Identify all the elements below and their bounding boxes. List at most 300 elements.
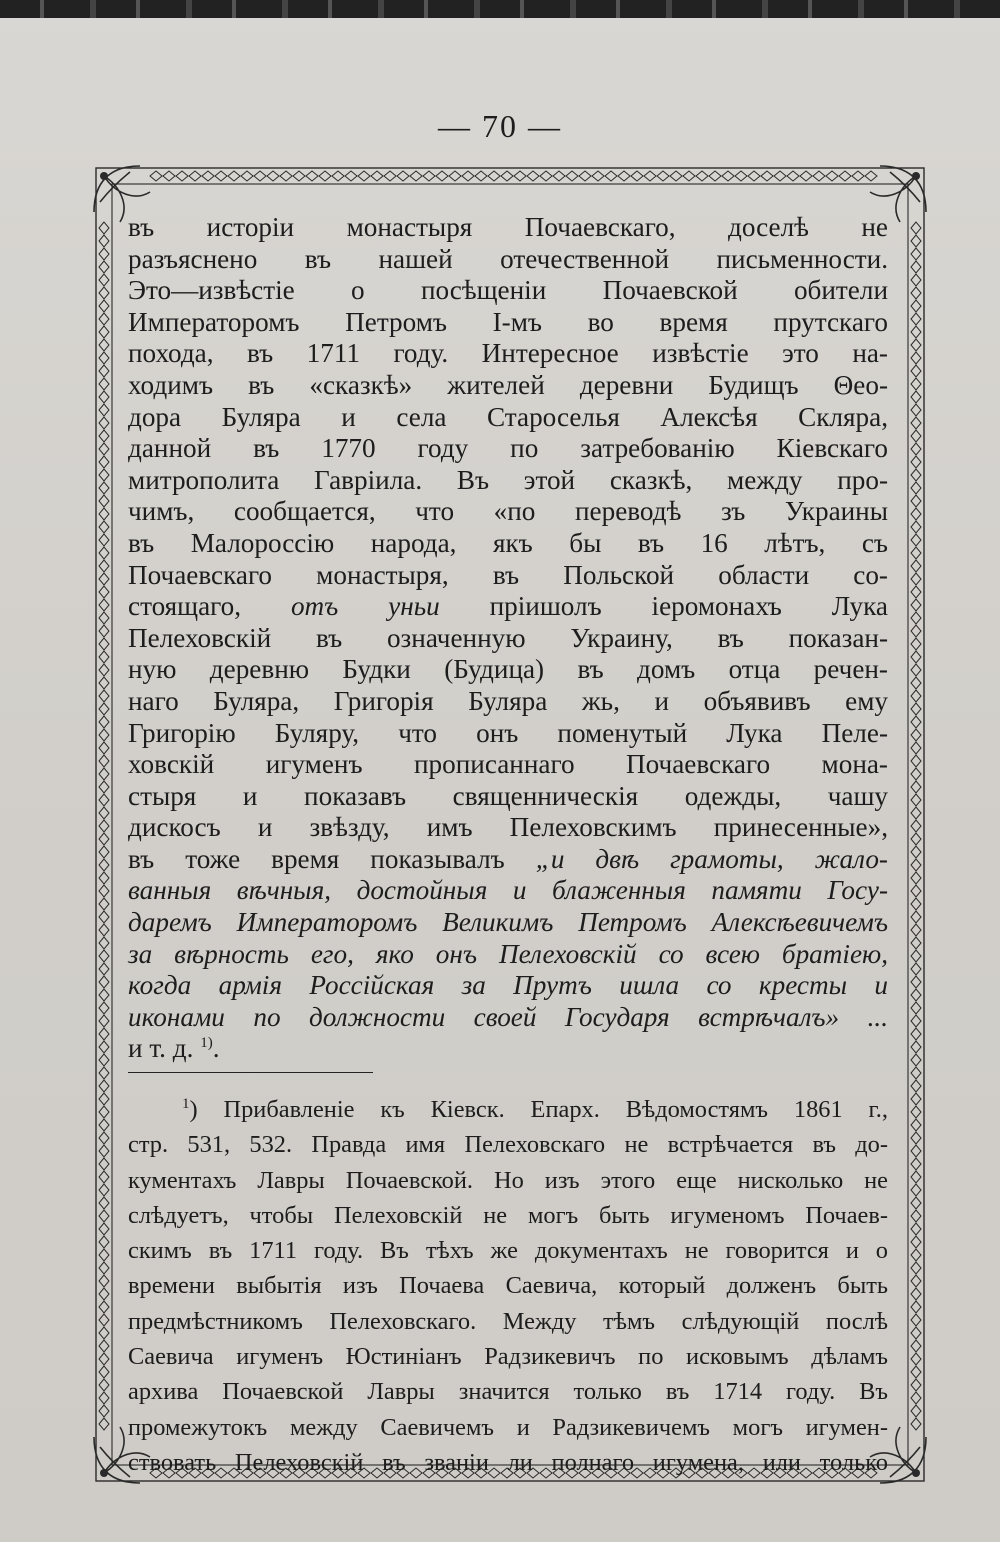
frame-chain-link xyxy=(99,638,109,650)
frame-chain-link xyxy=(911,313,921,325)
frame-chain-link xyxy=(911,1106,921,1118)
frame-chain-link xyxy=(99,534,109,546)
text-line xyxy=(128,907,888,939)
frame-chain-link xyxy=(911,872,921,884)
frame-chain-link xyxy=(99,482,109,494)
frame-chain-link xyxy=(99,1184,109,1196)
frame-chain-link xyxy=(911,1197,921,1209)
frame-chain-link xyxy=(911,729,921,741)
frame-chain-link xyxy=(99,326,109,338)
frame-chain-link xyxy=(911,495,921,507)
frame-chain-link xyxy=(99,794,109,806)
text-line xyxy=(128,465,888,497)
frame-chain-link xyxy=(911,755,921,767)
text-line xyxy=(128,812,888,844)
frame-chain-link xyxy=(99,859,109,871)
frame-chain-link xyxy=(911,534,921,546)
frame-chain-link xyxy=(911,560,921,572)
frame-chain-link xyxy=(911,924,921,936)
frame-chain-link xyxy=(99,1158,109,1170)
frame-chain-link xyxy=(911,690,921,702)
frame-chain-link xyxy=(911,742,921,754)
frame-chain-link xyxy=(911,456,921,468)
frame-chain-link xyxy=(911,1002,921,1014)
text-line xyxy=(128,844,888,876)
main-text xyxy=(128,212,888,1065)
frame-corner-dot xyxy=(100,172,108,180)
frame-chain-link xyxy=(99,521,109,533)
frame-chain-link xyxy=(384,171,396,181)
text-segment: и т. д. xyxy=(128,1033,201,1064)
text-segment: въ тоже время показывалъ xyxy=(128,843,536,874)
frame-chain-link xyxy=(99,547,109,559)
frame-chain-link xyxy=(99,755,109,767)
frame-chain-link xyxy=(911,1080,921,1092)
frame-chain-link xyxy=(911,1145,921,1157)
footnote-mark: 1 xyxy=(182,1095,190,1112)
frame-chain-link xyxy=(911,1340,921,1352)
frame-chain-link xyxy=(99,833,109,845)
text-segment: . xyxy=(212,1033,220,1064)
frame-chain-link xyxy=(99,313,109,325)
frame-chain-link xyxy=(99,1340,109,1352)
frame-chain-link xyxy=(911,352,921,364)
text-line xyxy=(128,528,888,560)
frame-chain-link xyxy=(787,171,799,181)
frame-chain-link xyxy=(99,1353,109,1365)
footnote-text: скимъ въ 1711 году. Въ тѣхъ же документахъ не говорится и о xyxy=(128,1237,888,1265)
footnote-line xyxy=(128,1233,888,1268)
frame-chain-link xyxy=(99,677,109,689)
frame-chain-link xyxy=(397,171,409,181)
frame-chain-link xyxy=(99,911,109,923)
text-segment: ховскій игуменъ прописаннаго Почаевскаго мона- xyxy=(128,749,888,780)
text-segment: разъяснено въ нашей отечественной письменности. xyxy=(128,243,888,274)
frame-chain-link xyxy=(911,1418,921,1430)
frame-corner-dot xyxy=(912,172,920,180)
frame-chain-link xyxy=(911,664,921,676)
frame-chain-link xyxy=(99,1002,109,1014)
frame-chain-link xyxy=(911,794,921,806)
frame-chain-link xyxy=(911,404,921,416)
frame-chain-link xyxy=(911,1132,921,1144)
text-segment: чимъ, сообщается, что «по переводѣ зъ Украины xyxy=(128,496,888,527)
footnote-text: кументахъ Лавры Почаевской. Но изъ этого еще нисколько не xyxy=(128,1166,888,1194)
frame-chain-link xyxy=(99,391,109,403)
text-segment: данной въ 1770 году по затребованію Кіевскаго xyxy=(128,433,888,464)
frame-chain-link xyxy=(189,171,201,181)
frame-chain-link xyxy=(911,261,921,273)
frame-chain-link xyxy=(99,339,109,351)
frame-chain-link xyxy=(774,171,786,181)
text-line xyxy=(128,1002,888,1034)
frame-chain-link xyxy=(99,1093,109,1105)
frame-chain-link xyxy=(99,456,109,468)
frame-chain-link xyxy=(911,1236,921,1248)
frame-chain-link xyxy=(911,1210,921,1222)
frame-chain-link xyxy=(709,171,721,181)
frame-chain-link xyxy=(748,171,760,181)
frame-chain-link xyxy=(99,404,109,416)
frame-chain-link xyxy=(345,171,357,181)
frame-chain-link xyxy=(99,1366,109,1378)
frame-chain-link xyxy=(254,171,266,181)
frame-chain-link xyxy=(911,430,921,442)
footnote-text: Саевича игуменъ Юстиніанъ Радзикевичъ по исковымъ дѣламъ xyxy=(128,1343,888,1371)
text-line xyxy=(128,623,888,655)
frame-chain-link xyxy=(319,171,331,181)
frame-chain-link xyxy=(99,378,109,390)
footnote-line xyxy=(128,1198,888,1233)
frame-chain-link xyxy=(99,885,109,897)
frame-chain-link xyxy=(99,1405,109,1417)
frame-chain-link xyxy=(911,820,921,832)
page-number: — 70 — xyxy=(438,108,562,144)
frame-chain-link xyxy=(99,989,109,1001)
text-segment: Почаевскаго монастыря, въ Польской области со- xyxy=(128,559,888,590)
frame-chain-link xyxy=(911,833,921,845)
frame-chain-link xyxy=(99,1067,109,1079)
frame-chain-link xyxy=(99,495,109,507)
frame-chain-link xyxy=(911,1015,921,1027)
frame-chain-link xyxy=(99,1041,109,1053)
frame-chain-link xyxy=(566,171,578,181)
frame-chain-link xyxy=(911,937,921,949)
frame-chain-link xyxy=(911,235,921,247)
frame-chain-link xyxy=(852,171,864,181)
frame-chain-link xyxy=(657,171,669,181)
frame-chain-link xyxy=(911,703,921,715)
frame-chain-link xyxy=(99,1171,109,1183)
frame-chain-link xyxy=(99,508,109,520)
frame-chain-link xyxy=(280,171,292,181)
frame-chain-link xyxy=(99,742,109,754)
frame-chain-link xyxy=(911,1119,921,1131)
footnote-line xyxy=(128,1268,888,1303)
frame-chain-link xyxy=(99,417,109,429)
text-line xyxy=(128,781,888,813)
frame-chain-link xyxy=(306,171,318,181)
text-line xyxy=(128,275,888,307)
text-segment: стоящаго, xyxy=(128,591,291,622)
frame-chain-link xyxy=(99,716,109,728)
frame-chain-link xyxy=(99,768,109,780)
frame-chain-link xyxy=(99,430,109,442)
frame-chain-link xyxy=(911,625,921,637)
frame-chain-link xyxy=(99,248,109,260)
frame-chain-link xyxy=(911,950,921,962)
frame-chain-link xyxy=(99,664,109,676)
frame-chain-link xyxy=(631,171,643,181)
frame-chain-link xyxy=(911,846,921,858)
frame-chain-link xyxy=(99,1379,109,1391)
frame-chain-link xyxy=(99,261,109,273)
frame-chain-link xyxy=(911,1171,921,1183)
frame-chain-link xyxy=(683,171,695,181)
text-line xyxy=(128,560,888,592)
frame-chain-link xyxy=(911,599,921,611)
frame-chain-link xyxy=(911,508,921,520)
frame-chain-link xyxy=(99,846,109,858)
frame-chain-link xyxy=(911,1067,921,1079)
frame-chain-link xyxy=(99,651,109,663)
footnote-line xyxy=(128,1410,888,1445)
frame-chain-link xyxy=(99,612,109,624)
frame-chain-link xyxy=(911,1405,921,1417)
text-line xyxy=(128,591,888,623)
text-segment: наго Буляра, Григорія Буляра жь, и объявивъ ему xyxy=(128,685,888,716)
text-segment: въ исторіи монастыря Почаевскаго, доселѣ не xyxy=(128,212,888,242)
frame-chain-link xyxy=(911,1275,921,1287)
frame-chain-link xyxy=(911,1054,921,1066)
frame-chain-link xyxy=(99,300,109,312)
frame-chain-link xyxy=(241,171,253,181)
frame-chain-link xyxy=(99,690,109,702)
italic-quote: отъ уньи xyxy=(290,591,440,622)
text-segment: ходимъ въ «сказкѣ» жителей деревни Будищъ Θео- xyxy=(128,369,888,400)
frame-chain-link xyxy=(839,171,851,181)
frame-chain-link xyxy=(911,885,921,897)
footnote-line xyxy=(128,1445,888,1480)
frame-chain-link xyxy=(579,171,591,181)
frame-chain-link xyxy=(99,1223,109,1235)
text-line xyxy=(128,749,888,781)
frame-chain-link xyxy=(99,1236,109,1248)
italic-quote: за вѣрность его, яко онъ Пелеховскій со всею братіею, xyxy=(128,938,888,969)
frame-chain-link xyxy=(99,1028,109,1040)
frame-chain-link xyxy=(911,781,921,793)
footnote-line xyxy=(128,1339,888,1374)
frame-chain-link xyxy=(410,171,422,181)
frame-chain-link xyxy=(475,171,487,181)
frame-chain-link xyxy=(462,171,474,181)
frame-chain-link xyxy=(911,443,921,455)
frame-chain-link xyxy=(514,171,526,181)
frame-chain-link xyxy=(99,1080,109,1092)
footnote-text: ) Прибавленіе къ Кіевск. Епарх. Вѣдомостямъ 1861 г., xyxy=(189,1096,888,1123)
frame-chain-link xyxy=(99,1119,109,1131)
text-line xyxy=(128,496,888,528)
italic-quote: ванныя вѣчныя, достойныя и блаженныя памяти Госу- xyxy=(128,875,888,906)
frame-chain-link xyxy=(99,599,109,611)
frame-chain-link xyxy=(99,1418,109,1430)
frame-chain-link xyxy=(911,1041,921,1053)
frame-chain-link xyxy=(99,1262,109,1274)
frame-chain-link xyxy=(911,1366,921,1378)
footnote xyxy=(128,1092,888,1480)
frame-chain-link xyxy=(99,625,109,637)
frame-chain-link xyxy=(332,171,344,181)
frame-chain-link xyxy=(99,924,109,936)
text-line xyxy=(128,338,888,370)
text-line xyxy=(128,686,888,718)
text-line xyxy=(128,244,888,276)
footnote-text: архива Почаевской Лавры значится только въ 1714 году. Въ xyxy=(128,1378,888,1406)
frame-chain-link xyxy=(371,171,383,181)
footnote-text: стр. 531, 532. Правда имя Пелеховскаго не встрѣчается въ до- xyxy=(128,1131,888,1159)
frame-chain-link xyxy=(911,1184,921,1196)
frame-chain-link xyxy=(99,586,109,598)
frame-chain-link xyxy=(722,171,734,181)
frame-chain-link xyxy=(99,573,109,585)
frame-chain-link xyxy=(644,171,656,181)
frame-chain-link xyxy=(176,171,188,181)
frame-chain-link xyxy=(911,586,921,598)
frame-chain-link xyxy=(99,1392,109,1404)
frame-chain-link xyxy=(99,1015,109,1027)
text-segment: дискосъ и звѣзду, имъ Пелеховскимъ принесенные», xyxy=(128,812,888,843)
frame-chain-link xyxy=(99,469,109,481)
frame-chain-link xyxy=(99,352,109,364)
frame-chain-link xyxy=(911,339,921,351)
frame-chain-link xyxy=(488,171,500,181)
frame-chain-link xyxy=(911,1262,921,1274)
footnote-text: промежутокъ между Саевичемъ и Радзикевичемъ могъ игумен- xyxy=(128,1413,888,1441)
frame-chain-link xyxy=(293,171,305,181)
frame-chain-link xyxy=(911,378,921,390)
footnote-line xyxy=(128,1374,888,1409)
text-segment: Григорію Буляру, что онъ поменутый Лука Пеле- xyxy=(128,717,888,748)
frame-chain-link xyxy=(99,807,109,819)
frame-chain-link xyxy=(911,638,921,650)
frame-chain-link xyxy=(99,872,109,884)
frame-chain-link xyxy=(99,1275,109,1287)
frame-chain-link xyxy=(99,1249,109,1261)
frame-chain-link xyxy=(911,716,921,728)
frame-chain-link xyxy=(911,807,921,819)
footnote-rule xyxy=(128,1072,373,1073)
frame-chain-link xyxy=(911,222,921,234)
frame-chain-link xyxy=(99,1106,109,1118)
frame-chain-link xyxy=(99,1197,109,1209)
frame-chain-link xyxy=(911,300,921,312)
frame-chain-link xyxy=(911,287,921,299)
frame-corner-dot xyxy=(912,1469,920,1477)
frame-chain-link xyxy=(99,222,109,234)
frame-chain-link xyxy=(911,1327,921,1339)
frame-chain-link xyxy=(202,171,214,181)
footnote-text: ствовать Пелеховскій въ званіи ли полнаго игумена, или только xyxy=(128,1448,888,1476)
frame-chain-link xyxy=(911,1158,921,1170)
text-line xyxy=(128,370,888,402)
footnote-reference: 1) xyxy=(200,1035,213,1052)
frame-chain-link xyxy=(99,560,109,572)
frame-chain-link xyxy=(358,171,370,181)
frame-chain-link xyxy=(99,365,109,377)
frame-chain-link xyxy=(911,989,921,1001)
frame-chain-link xyxy=(911,768,921,780)
frame-chain-link xyxy=(911,417,921,429)
italic-quote: когда армія Россійская за Прутъ ишла со кресты и xyxy=(128,970,888,1001)
frame-chain-link xyxy=(99,235,109,247)
text-segment: въ Малороссію народа, якъ бы въ 16 лѣтъ, съ xyxy=(128,527,888,558)
frame-chain-link xyxy=(99,937,109,949)
frame-chain-link xyxy=(99,898,109,910)
frame-chain-link xyxy=(163,171,175,181)
text-line xyxy=(128,875,888,907)
frame-chain-link xyxy=(735,171,747,181)
frame-chain-link xyxy=(911,573,921,585)
frame-chain-link xyxy=(911,547,921,559)
frame-chain-link xyxy=(99,1301,109,1313)
frame-chain-link xyxy=(865,171,877,181)
frame-chain-link xyxy=(911,248,921,260)
italic-quote: „и двѣ грамоты, жало- xyxy=(535,843,888,874)
frame-chain-link xyxy=(449,171,461,181)
footnote-line xyxy=(128,1304,888,1339)
frame-chain-link xyxy=(99,950,109,962)
footnote-text: слѣдуетъ, чтобы Пелеховскій не могъ быть игуменомъ Почаев- xyxy=(128,1201,888,1229)
text-segment: дора Буляра и села Староселья Алексѣя Скляра, xyxy=(128,401,888,432)
frame-chain-link xyxy=(911,976,921,988)
text-segment: митрополита Гавріила. Въ этой сказкѣ, между про- xyxy=(128,464,888,495)
frame-chain-link xyxy=(911,274,921,286)
frame-chain-link xyxy=(911,521,921,533)
frame-chain-link xyxy=(436,171,448,181)
frame-chain-link xyxy=(911,1301,921,1313)
top-border-strip xyxy=(0,0,1000,18)
italic-quote: иконами по должности своей Государя встрѣчалъ» ... xyxy=(128,1001,888,1032)
frame-chain-link xyxy=(99,729,109,741)
frame-chain-link xyxy=(813,171,825,181)
frame-chain-link xyxy=(605,171,617,181)
frame-chain-link xyxy=(911,469,921,481)
frame-chain-link xyxy=(99,1327,109,1339)
frame-chain-link xyxy=(423,171,435,181)
footnote-line xyxy=(128,1127,888,1162)
frame-chain-link xyxy=(99,1314,109,1326)
frame-chain-link xyxy=(267,171,279,181)
frame-chain-link xyxy=(911,1093,921,1105)
text-segment: ную деревню Будки (Будица) въ домъ отца речен- xyxy=(128,654,888,685)
frame-chain-link xyxy=(215,171,227,181)
text-line-last xyxy=(128,1033,888,1065)
frame-chain-link xyxy=(911,1249,921,1261)
frame-chain-link xyxy=(911,365,921,377)
frame-chain-link xyxy=(911,677,921,689)
frame-chain-link xyxy=(99,1288,109,1300)
frame-chain-link xyxy=(911,1392,921,1404)
text-line xyxy=(128,939,888,971)
frame-chain-link xyxy=(911,651,921,663)
frame-chain-link xyxy=(99,703,109,715)
text-line xyxy=(128,970,888,1002)
frame-chain-link xyxy=(228,171,240,181)
frame-chain-link xyxy=(618,171,630,181)
frame-chain-link xyxy=(99,287,109,299)
frame-chain-link xyxy=(911,1288,921,1300)
frame-chain-link xyxy=(527,171,539,181)
frame-chain-link xyxy=(501,171,513,181)
frame-chain-link xyxy=(911,391,921,403)
frame-chain-link xyxy=(911,1028,921,1040)
text-segment: Это—извѣстіе о посѣщеніи Почаевской обители xyxy=(128,275,888,306)
footnote-line xyxy=(128,1163,888,1198)
text-segment: похода, въ 1711 году. Интересное извѣстіе это на- xyxy=(128,338,888,369)
frame-corner-dot xyxy=(100,1469,108,1477)
footnote-text: времени выбытія изъ Почаева Саевича, который долженъ быть xyxy=(128,1272,888,1300)
frame-chain-link xyxy=(99,781,109,793)
frame-chain-link xyxy=(553,171,565,181)
text-segment: Императоромъ Петромъ I-мъ во время прутскаго xyxy=(128,306,888,337)
frame-chain-link xyxy=(670,171,682,181)
frame-chain-link xyxy=(99,1210,109,1222)
frame-chain-link xyxy=(911,1223,921,1235)
frame-chain-link xyxy=(911,612,921,624)
frame-chain-link xyxy=(800,171,812,181)
frame-chain-link xyxy=(99,820,109,832)
frame-chain-link xyxy=(99,1145,109,1157)
